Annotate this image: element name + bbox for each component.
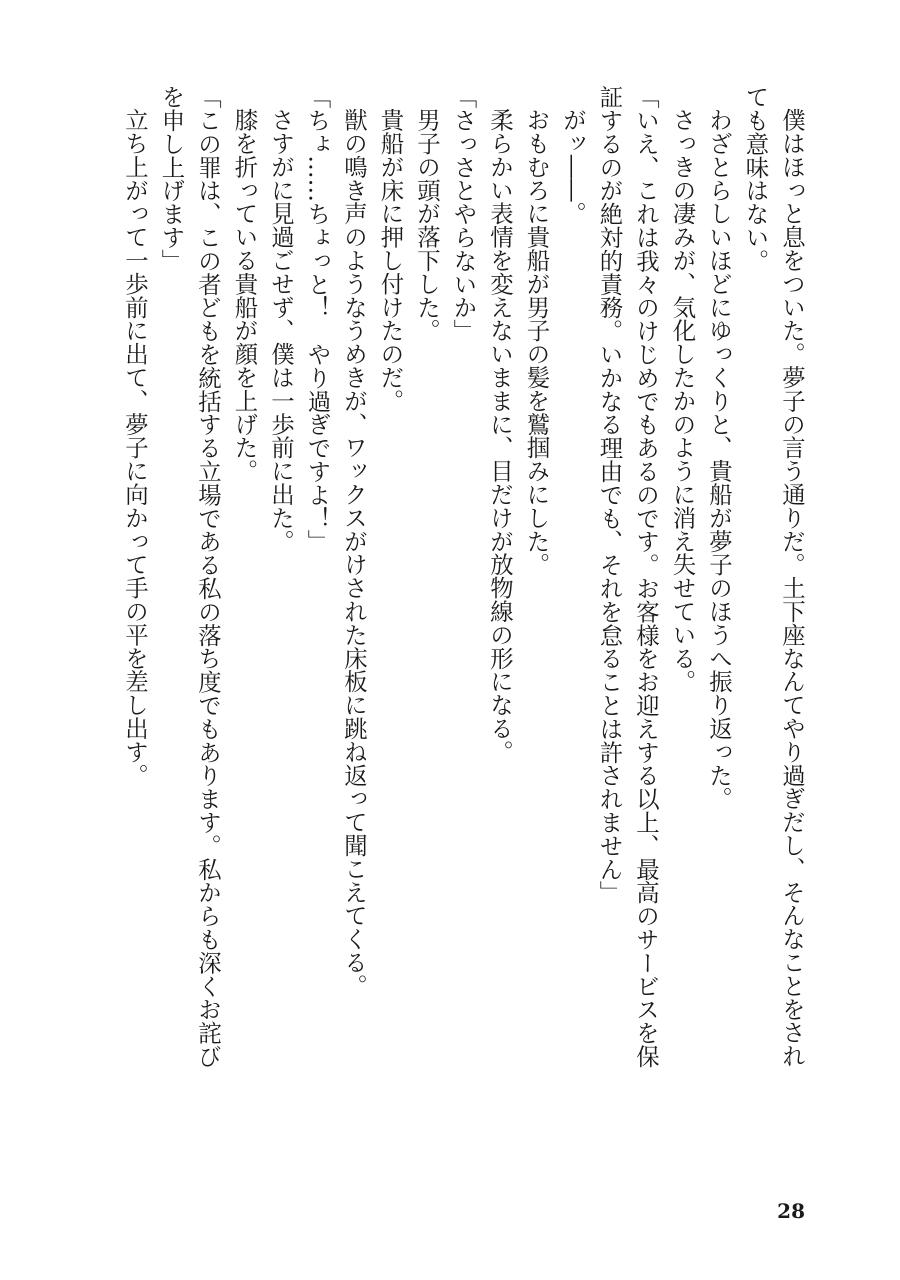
text-line: さっきの凄みが、気化したかのように消え失せている。 — [668, 108, 697, 694]
text-line: 証するのが絶対的責務。いかなる理由でも、それを怠ることは許されません」 — [595, 85, 624, 904]
text-line: 柔らかい表情を変えないままに、目だけが放物線の形になる。 — [486, 108, 514, 764]
text-line: 貴船が床に押し付けたのだ。 — [376, 108, 405, 413]
text-line: わざとらしいほどにゆっくりと、貴船が夢子のほうへ振り返った。 — [705, 108, 733, 811]
text-line: 獣の鳴き声のようなうめきが、ワックスがけされた床板に跳ね返って聞こえてくる。 — [340, 108, 368, 998]
text-line: ても意味はない。 — [741, 85, 770, 273]
text-line: 男子の頭が落下した。 — [413, 108, 441, 343]
text-line: を申し上げます」 — [157, 85, 186, 273]
text-line: がッ――。 — [559, 108, 587, 226]
text-line: さすがに見過ごせず、僕は一歩前に出た。 — [267, 108, 295, 553]
text-line: 「この罪は、この者どもを統括する立場である私の落ち度でもあります。私からも深くお詫び — [194, 85, 222, 1068]
text-line: 「ちょ……ちょっと！ やり過ぎですよ！」 — [303, 85, 332, 553]
text-line: 立ち上がって一歩前に出て、夢子に向かって手の平を差し出す。 — [121, 108, 149, 787]
text-line: 「いえ、これは我々のけじめでもあるのです。お客様をお迎えする以上、最高のサービスを保 — [632, 85, 660, 1068]
text-line: 膝を折っている貴船が顔を上げた。 — [230, 108, 259, 483]
text-line: 僕はほっと息をついた。夢子の言う通りだ。土下座なんてやり過ぎだし、そんなことをされ — [778, 108, 806, 1068]
text-line: おもむろに貴船が男子の髪を鷲掴みにした。 — [522, 108, 551, 577]
page-number: 28 — [777, 1199, 805, 1223]
text-line: 「さっさとやらないか」 — [449, 85, 478, 343]
vertical-body-text — [100, 85, 810, 1155]
